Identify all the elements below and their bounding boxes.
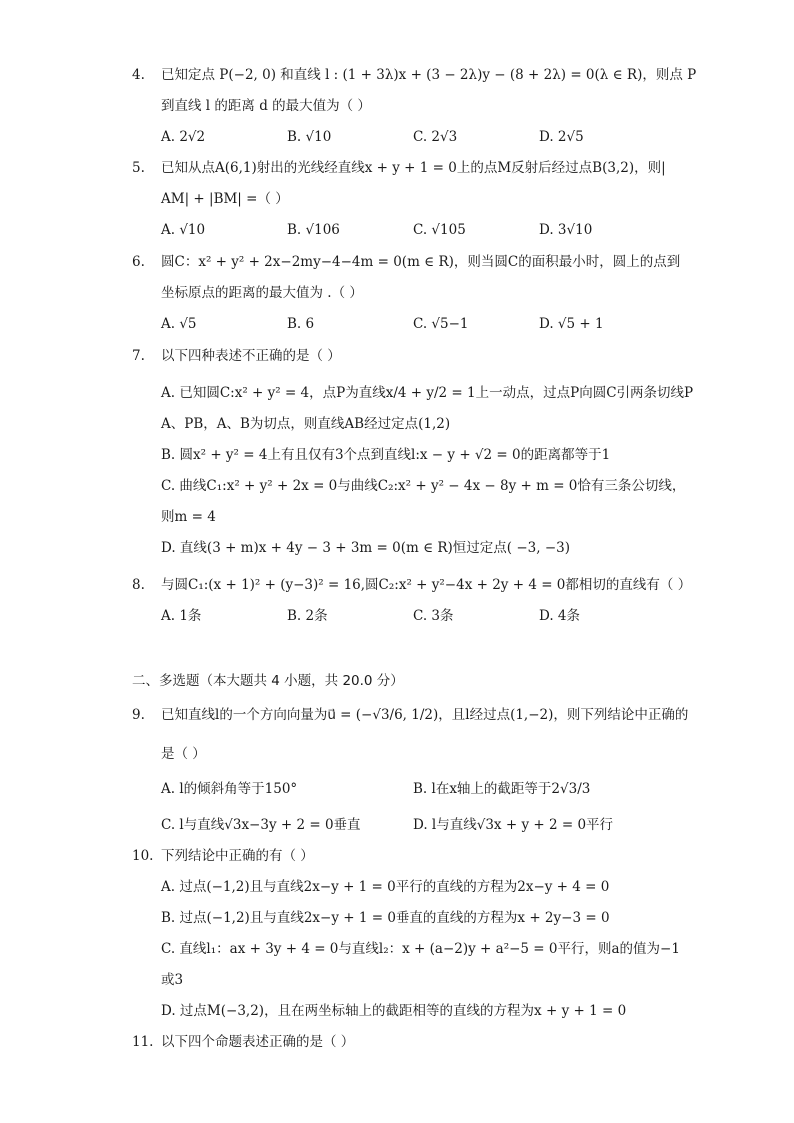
question-text: 到直线 l 的距离 d 的最大值为（ ） bbox=[161, 98, 371, 114]
option-d: D. 过点M(−3,2)，且在两坐标轴上的截距相等的直线的方程为x + y + 1 = 0 bbox=[161, 1003, 627, 1019]
question-text: 是（ ） bbox=[161, 746, 206, 762]
options-row bbox=[132, 810, 672, 841]
option-a: A. 过点(−1,2)且与直线2x−y + 1 = 0平行的直线的方程为2x−y + 4 = 0 bbox=[161, 879, 610, 895]
options-row bbox=[132, 601, 672, 632]
option-c: C. 曲线C₁:x² + y² + 2x = 0与曲线C₂:x² + y² − 4x − 8y + m = 0恰有三条公切线， bbox=[161, 478, 686, 494]
question-number: 10. bbox=[132, 848, 154, 864]
option-d: D. 直线(3 + m)x + 4y − 3 + 3m = 0(m ∈ R)恒过定点( −3, −3) bbox=[161, 540, 571, 556]
question-number: 4. bbox=[132, 67, 145, 83]
question-number: 8. bbox=[132, 577, 145, 593]
option-a: A. √10 bbox=[161, 222, 206, 238]
question-text: 圆C：x² + y² + 2x−2my−4−4m = 0(m ∈ R)，则当圆C的面积最小时，圆上的点到 bbox=[161, 254, 681, 270]
question-text: 与圆C₁:(x + 1)² + (y−3)² = 16,圆C₂:x² + y²−4x + 2y + 4 = 0都相切的直线有（ ） bbox=[161, 577, 692, 593]
option-b: B. √10 bbox=[287, 129, 332, 145]
option-d: D. l与直线√3x + y + 2 = 0平行 bbox=[413, 817, 614, 833]
question-text: 已知从点A(6,1)射出的光线经直线x + y + 1 = 0上的点M反射后经过点B(3,2)，则| bbox=[161, 160, 666, 176]
option-d: D. 2√5 bbox=[539, 129, 584, 145]
question-number: 5. bbox=[132, 160, 145, 176]
question-11 bbox=[132, 1027, 672, 1058]
option-c: C. 3条 bbox=[413, 608, 454, 624]
question-8 bbox=[132, 570, 692, 632]
question-6 bbox=[132, 247, 681, 340]
option-b: B. l在x轴上的截距等于2√3/3 bbox=[413, 781, 591, 797]
option-a: A. l的倾斜角等于150° bbox=[161, 781, 298, 797]
options-row bbox=[132, 309, 672, 340]
option-a: A. 1条 bbox=[161, 608, 202, 624]
option-b: B. √106 bbox=[287, 222, 340, 238]
options-row bbox=[132, 215, 672, 246]
option-a: A. 2√2 bbox=[161, 129, 206, 145]
option-b: B. 6 bbox=[287, 316, 315, 332]
option-a-cont: A、PB，A、B为切点，则直线AB经过定点(1,2) bbox=[161, 416, 451, 432]
option-c-cont: 或3 bbox=[161, 972, 184, 988]
question-text: 以下四个命题表述正确的是（ ） bbox=[161, 1034, 355, 1050]
question-9 bbox=[132, 700, 689, 841]
question-7 bbox=[132, 341, 694, 564]
options-row bbox=[132, 122, 672, 153]
option-b: B. 过点(−1,2)且与直线2x−y + 1 = 0垂直的直线的方程为x + 2y−3 = 0 bbox=[161, 910, 610, 926]
question-5 bbox=[132, 153, 672, 246]
option-b: B. 圆x² + y² = 4上有且仅有3个点到直线l:x − y + √2 = 0的距离都等于1 bbox=[161, 447, 611, 463]
question-number: 6. bbox=[132, 254, 145, 270]
option-d: D. 4条 bbox=[539, 608, 581, 624]
question-text: 下列结论中正确的有（ ） bbox=[161, 848, 314, 864]
option-c: C. 直线l₁：ax + 3y + 4 = 0与直线l₂：x + (a−2)y + a²−5 = 0平行，则a的值为−1 bbox=[161, 941, 680, 957]
question-4 bbox=[132, 60, 697, 153]
question-text: 已知定点 P(−2, 0) 和直线 l : (1 + 3λ)x + (3 − 2λ)y − (8 + 2λ) = 0(λ ∈ R)，则点 P bbox=[161, 67, 697, 83]
section-heading: 二、多选题（本大题共 4 小题，共 20.0 分） bbox=[132, 673, 404, 689]
question-text: 坐标原点的距离的最大值为 .（ ） bbox=[161, 285, 363, 301]
option-c-cont: 则m = 4 bbox=[161, 509, 216, 525]
option-d: D. √5 + 1 bbox=[539, 316, 604, 332]
option-c: C. √105 bbox=[413, 222, 466, 238]
question-text: 以下四种表述不正确的是（ ） bbox=[161, 348, 341, 364]
option-a: A. 已知圆C:x² + y² = 4，点P为直线x/4 + y/2 = 1上一动点，过点P向圆C引两条切线P bbox=[161, 385, 694, 401]
option-c: C. 2√3 bbox=[413, 129, 458, 145]
question-number: 9. bbox=[132, 707, 145, 723]
option-a: A. √5 bbox=[161, 316, 197, 332]
option-d: D. 3√10 bbox=[539, 222, 593, 238]
option-b: B. 2条 bbox=[287, 608, 328, 624]
question-10 bbox=[132, 841, 680, 1027]
option-c: C. √5−1 bbox=[413, 316, 469, 332]
question-text: 已知直线l的一个方向向量为u⃗ = (−√3/6, 1/2)，且l经过点(1,−2)，则下列结论中正确的 bbox=[161, 707, 689, 723]
question-text: AM| + |BM| =（ ） bbox=[161, 191, 289, 207]
question-number: 7. bbox=[132, 348, 145, 364]
question-number: 11. bbox=[132, 1034, 154, 1050]
option-c: C. l与直线√3x−3y + 2 = 0垂直 bbox=[161, 817, 361, 833]
options-row bbox=[132, 774, 672, 805]
